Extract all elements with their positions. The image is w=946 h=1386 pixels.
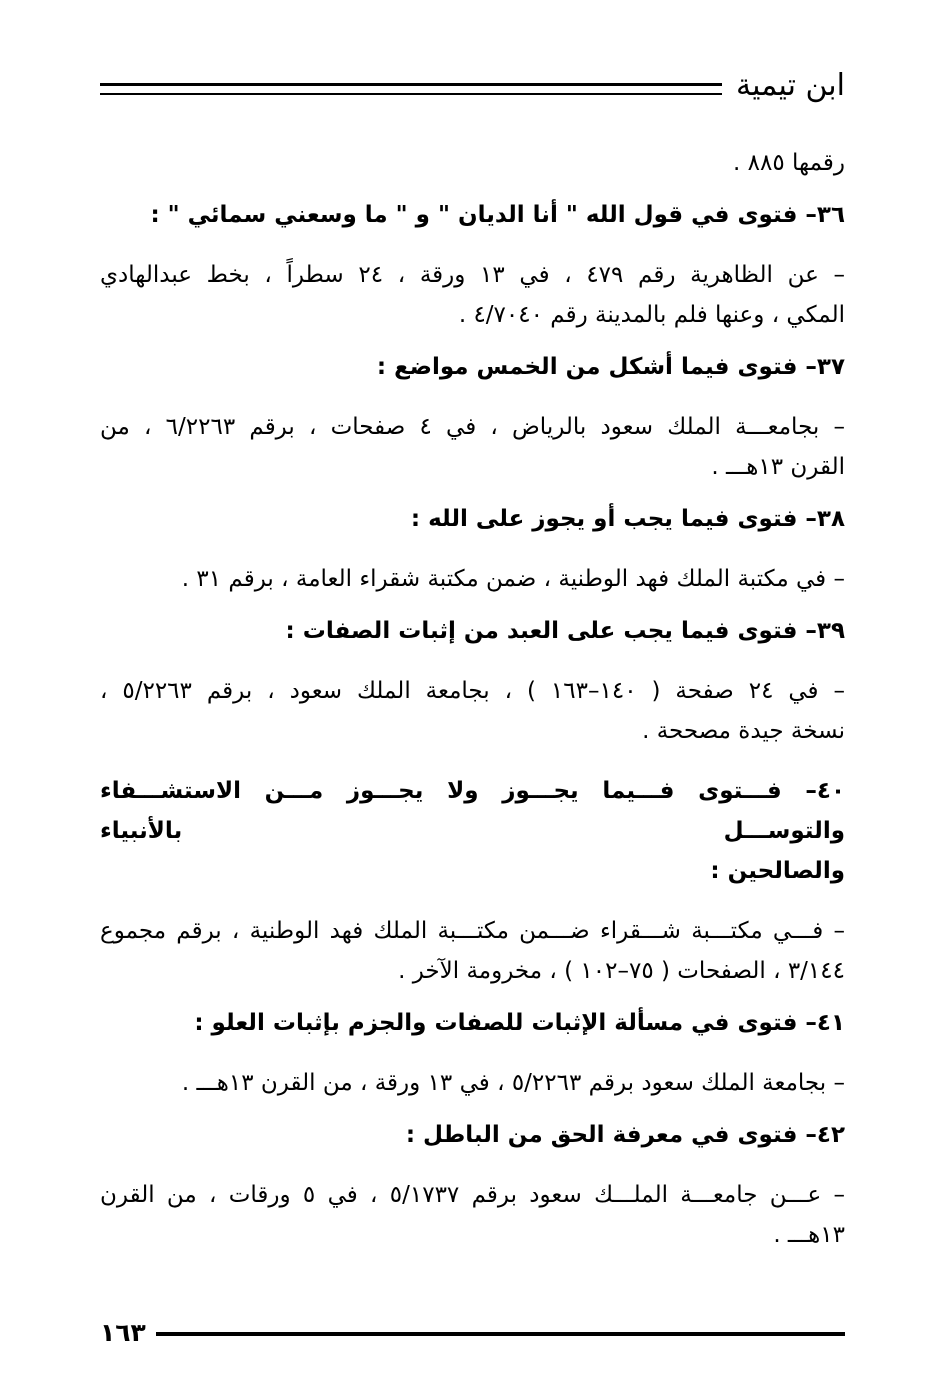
page-body xyxy=(100,143,845,1255)
entry-40-title xyxy=(100,771,845,891)
entry-36-details xyxy=(100,255,845,335)
page-footer xyxy=(100,1314,845,1350)
entry-42-line-2: ١٣هـــ . xyxy=(773,1222,845,1248)
entry-39-details xyxy=(100,671,845,751)
entry-42-title: ٤٢– فتوى في معرفة الحق من الباطل : xyxy=(405,1122,845,1148)
entry-40-title-line-2: والصالحين : xyxy=(710,858,845,884)
entry-40-line-2: ٣/١٤٤ ، الصفحات ( ٧٥–١٠٢ ) ، مخرومة الآخر . xyxy=(398,958,845,984)
entry-36-line-1: – عن الظاهرية رقم ٤٧٩ ، في ١٣ ورقة ، ٢٤ سطراً ، بخط عبدالهادي xyxy=(100,262,845,288)
entry-40-title-line-1: ٤٠– فـــتوى فـــيما يجـــوز ولا يجـــوز مـــن الاستشـــفاء والتوســـل بالأنبياء xyxy=(100,778,845,844)
entry-39-line-2: نسخة جيدة مصححة . xyxy=(642,718,845,744)
header-rule xyxy=(100,83,722,95)
entry-37-line-1: – بجامعـــة الملك سعود بالرياض ، في ٤ صفحات ، برقم ٦/٢٢٦٣ ، من xyxy=(100,414,846,440)
page-number: ١٦٣ xyxy=(100,1317,146,1347)
entry-41-line-1: – بجامعة الملك سعود برقم ٥/٢٢٦٣ ، في ١٣ ورقة ، من القرن ١٣هـــ . xyxy=(181,1070,845,1096)
continuation-line: رقمها ٨٨٥ . xyxy=(732,150,845,176)
entry-37-details xyxy=(100,407,845,487)
entry-36-title: ٣٦– فتوى في قول الله " أنا الديان " و " ما وسعني سمائي " : xyxy=(150,202,845,228)
entry-42-line-1: – عـــن جامعـــة الملـــك سعود برقم ٥/١٧٣٧ ، في ٥ ورقات ، من القرن xyxy=(100,1182,845,1208)
entry-41-details xyxy=(100,1063,845,1103)
header-title: ابن تيمية xyxy=(736,68,845,103)
entry-40-line-1: – فـــي مكتـــبة شـــقراء ضـــمن مكتـــبة الملك فهد الوطنية ، برقم مجموع xyxy=(100,918,845,944)
entry-38-title: ٣٨– فتوى فيما يجب أو يجوز على الله : xyxy=(410,506,845,532)
entry-42-details xyxy=(100,1175,845,1255)
entry-41-title: ٤١– فتوى في مسألة الإثبات للصفات والجزم بإثبات العلو : xyxy=(194,1010,845,1036)
entry-37-title: ٣٧– فتوى فيما أشكل من الخمس مواضع : xyxy=(376,354,845,380)
entry-39-title: ٣٩– فتوى فيما يجب على العبد من إثبات الصفات : xyxy=(285,618,845,644)
entry-37-line-2: القرن ١٣هـــ . xyxy=(711,454,845,480)
entry-38-line-1: – في مكتبة الملك فهد الوطنية ، ضمن مكتبة شقراء العامة ، برقم ٣١ . xyxy=(181,566,845,592)
running-header xyxy=(100,64,845,108)
entry-39-line-1: – في ٢٤ صفحة ( ١٤٠–١٦٣ ) ، بجامعة الملك سعود ، برقم ٥/٢٢٦٣ ، xyxy=(100,678,846,704)
entry-36-line-2: المكي ، وعنها فلم بالمدينة رقم ٤/٧٠٤٠ . xyxy=(458,302,845,328)
entry-38-details xyxy=(100,559,845,599)
footer-rule xyxy=(156,1332,845,1336)
entry-40-details xyxy=(100,911,845,991)
